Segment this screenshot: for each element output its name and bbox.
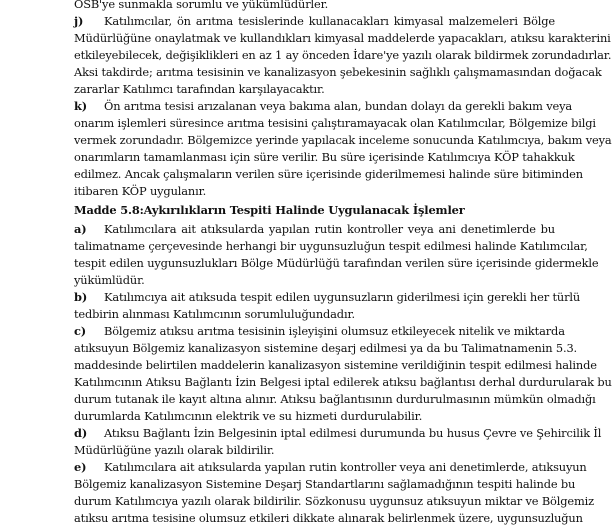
item-label: a) [74, 222, 87, 236]
item-b-line-1 [74, 289, 581, 306]
item-label: j) [74, 14, 84, 28]
text-line: Katılımcılara ait atıksularda yapılan rutin kontroller veya ani denetimlerde, atıksuyun [104, 460, 587, 474]
text-line: OSB'ye sunmakla sorumlu ve yükümlüdürler. [74, 0, 329, 11]
text-line: atıksuyun Bölgemiz kanalizasyon sistemine deşarj edilmesi ya da bu Talimatnamenin 5.3. [74, 341, 578, 355]
text-line: vermek zorundadır. Bölgemizce yerinde yapılacak inceleme sonucunda Katılımcıya, bakım veya [74, 133, 612, 147]
text-line: Müdürlüğüne yazılı olarak bildirilir. [74, 443, 275, 457]
text-line: tedbirin alınması Katılımcının sorumluluğundadır. [74, 307, 355, 321]
item-label: e) [74, 460, 87, 474]
item-k-line-3 [74, 132, 612, 149]
text-line: Ön arıtma tesisi arızalanan veya bakıma alan, bundan dolayı da gerekli bakım veya [104, 99, 573, 113]
paragraph-continuation [74, 0, 555, 13]
item-j-line-2 [74, 30, 611, 47]
item-k-line-5 [74, 166, 583, 183]
text-line: Aksi takdirde; arıtma tesisinin ve kanalizasyon şebekesinin sağlıklı çalışmamasından doğacak [74, 65, 602, 79]
text-line: edilmez. Ancak çalışmaların verilen süre içerisinde giderilmemesi halinde süre bitiminden [74, 167, 583, 181]
item-k-line-1 [74, 98, 573, 115]
text-line: Bölgemiz atıksu arıtma tesisinin işleyişini olumsuz etkileyecek nitelik ve miktarda [104, 324, 565, 338]
item-label: b) [74, 290, 88, 304]
item-e-line-1 [74, 459, 587, 476]
text-line: durum tutanak ile kayıt altına alınır. Atıksu bağlantısının durdurulmasının mümkün olmadığı [74, 392, 596, 406]
item-k-line-2 [74, 115, 596, 132]
text-line: Bölgemiz kanalizasyon Sistemine Deşarj Standartlarını sağlamadığının tespiti halinde bu [74, 477, 576, 491]
item-j-line-4 [74, 64, 602, 81]
item-d-line-1 [74, 425, 602, 442]
item-a-line-1 [74, 221, 555, 238]
item-c-line-4 [74, 374, 612, 391]
text-line: durum Katılımcıya yazılı olarak bildirilir. Sözkonusu uygunsuz atıksuyun miktar ve Bölgemiz [74, 494, 594, 508]
item-e-line-3 [74, 493, 594, 510]
text-line: durumlarda Katılımcının elektrik ve su hizmeti durdurulabilir. [74, 409, 423, 423]
item-k-line-4 [74, 149, 575, 166]
item-e-line-4 [74, 510, 583, 527]
text-line: Müdürlüğüne onaylatmak ve kullandıkları kimyasal maddelerde yapacakları, atıksu karakterini [74, 31, 611, 45]
item-j-line-1 [74, 13, 555, 30]
item-c-line-6 [74, 408, 555, 425]
item-a-line-3 [74, 255, 599, 272]
text-line: Katılımcıya ait atıksuda tespit edilen uygunsuzların giderilmesi için gerekli her türlü [104, 290, 581, 304]
item-label: c) [74, 324, 87, 338]
section-heading [74, 202, 555, 219]
text-line: etkileyebilecek, değişiklikleri en az 1 ay önceden İdare'ye yazılı olarak bildirmek zorundadırlar. [74, 48, 612, 62]
item-b-line-2 [74, 306, 555, 323]
text-line: yükümlüdür. [74, 273, 145, 287]
text-line: Katılımcılara ait atıksularda yapılan rutin kontroller veya ani denetimlerde bu [104, 222, 555, 236]
text-line: atıksu arıtma tesisine olumsuz etkileri dikkate alınarak belirlenmek üzere, uygunsuzluğun [74, 511, 583, 525]
item-k-line-6 [74, 183, 555, 200]
item-j-line-5 [74, 81, 555, 98]
text-line: itibaren KÖP uygulanır. [74, 184, 207, 198]
item-d-line-2 [74, 442, 555, 459]
item-label: k) [74, 99, 87, 113]
item-c-line-3 [74, 357, 597, 374]
text-line: onarım işlemleri süresince arıtma tesisini çalıştıramayacak olan Katılımcılar, Bölgemize bilgi [74, 116, 596, 130]
text-line: maddesinde belirtilen maddelerin kanalizasyon sistemine verildiğinin tespit edilmesi halinde [74, 358, 597, 372]
text-line: Atıksu Bağlantı İzin Belgesinin iptal edilmesi durumunda bu husus Çevre ve Şehircilik İl [104, 426, 602, 440]
item-label: d) [74, 426, 88, 440]
text-line: zararlar Katılımcı tarafından karşılayacaktır. [74, 82, 325, 96]
text-line: talimatname çerçevesinde herhangi bir uygunsuzluğun tespit edilmesi halinde Katılımcılar, [74, 239, 588, 253]
text-line: tespit edilen uygunsuzlukları Bölge Müdürlüğü tarafından verilen süre içerisinde gidermekle [74, 256, 599, 270]
item-a-line-4 [74, 272, 555, 289]
item-e-line-2 [74, 476, 576, 493]
text-line: onarımların tamamlanması için süre verilir. Bu süre içerisinde Katılımcıya KÖP tahakkuk [74, 150, 575, 164]
item-j-line-3 [74, 47, 612, 64]
item-a-line-2 [74, 238, 588, 255]
heading-text: Madde 5.8:Aykırılıkların Tespiti Halinde Uygulanacak İşlemler [74, 203, 465, 217]
item-c-line-5 [74, 391, 596, 408]
text-line: Katılımcının Atıksu Bağlantı İzin Belgesi iptal edilerek atıksu bağlantısı derhal durdurularak bu [74, 375, 612, 389]
item-c-line-2 [74, 340, 578, 357]
text-line: Katılımcılar, ön arıtma tesislerinde kullanacakları kimyasal malzemeleri Bölge [104, 14, 555, 28]
item-c-line-1 [74, 323, 565, 340]
